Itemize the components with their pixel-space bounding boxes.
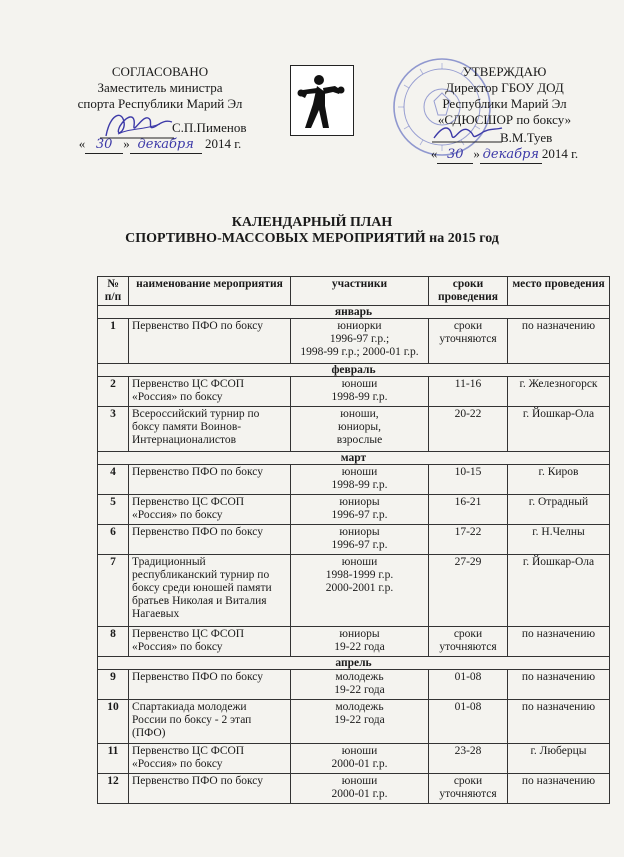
- header-participants: участники: [291, 277, 429, 306]
- row-dates: 10-15: [429, 465, 508, 495]
- left-date-month: декабря: [137, 137, 194, 152]
- month-label: январь: [98, 306, 610, 319]
- row-event-name: Первенство ПФО по боксу: [129, 319, 291, 364]
- header-num: № п/п: [98, 277, 129, 306]
- table-row: [98, 744, 610, 774]
- row-place: по назначению: [508, 627, 610, 657]
- row-event-name: Первенство ПФО по боксу: [129, 774, 291, 804]
- row-num: 10: [98, 700, 129, 744]
- row-dates: 11-16: [429, 377, 508, 407]
- row-place: по назначению: [508, 774, 610, 804]
- row-participants: молодежь 19-22 года: [291, 670, 429, 700]
- table-row: [98, 407, 610, 452]
- row-participants: юноши 1998-99 г.р.: [291, 465, 429, 495]
- row-dates: 20-22: [429, 407, 508, 452]
- table-row: [98, 700, 610, 744]
- row-dates: 23-28: [429, 744, 508, 774]
- right-date-day: 30: [447, 147, 464, 162]
- row-dates: 27-29: [429, 555, 508, 627]
- row-num: 3: [98, 407, 129, 452]
- right-approval-org: «СДЮСШОР по боксу»: [437, 112, 572, 127]
- left-signature-icon: [100, 108, 180, 144]
- table-row: [98, 555, 610, 627]
- row-participants: молодежь 19-22 года: [291, 700, 429, 744]
- row-num: 11: [98, 744, 129, 774]
- month-row-january: [98, 306, 610, 319]
- table-header-row: [98, 277, 610, 306]
- month-row-february: [98, 364, 610, 377]
- table-row: [98, 670, 610, 700]
- row-place: г. Н.Челны: [508, 525, 610, 555]
- table-row: [98, 465, 610, 495]
- left-approval-position: Заместитель министра: [97, 80, 223, 95]
- row-event-name: Традиционный республиканский турнир по боксу среди юношей памяти братьев Николая и Виталия Нагаевых: [129, 555, 291, 627]
- row-num: 1: [98, 319, 129, 364]
- left-date-day: 30: [95, 137, 113, 152]
- right-signer-name: В.М.Туев: [500, 130, 553, 145]
- row-num: 4: [98, 465, 129, 495]
- row-num: 9: [98, 670, 129, 700]
- left-date-mid: »: [123, 136, 130, 151]
- right-approval-region: Республики Марий Эл: [442, 96, 567, 111]
- row-num: 2: [98, 377, 129, 407]
- row-event-name: Первенство ПФО по боксу: [129, 465, 291, 495]
- row-participants: юноши 1998-1999 г.р. 2000-2001 г.р.: [291, 555, 429, 627]
- left-signer-name: С.П.Пименов: [172, 120, 247, 135]
- row-place: по назначению: [508, 319, 610, 364]
- header-place: место проведения: [508, 277, 610, 306]
- left-approval-org: спорта Республики Марий Эл: [77, 96, 243, 111]
- right-date-open: «: [430, 146, 438, 161]
- row-place: г. Йошкар-Ола: [508, 407, 610, 452]
- row-participants: юниоры 19-22 года: [291, 627, 429, 657]
- right-approval-title: УТВЕРЖДАЮ: [462, 64, 547, 79]
- left-date-year: 2014 г.: [201, 136, 242, 151]
- right-approval-block: [392, 64, 617, 164]
- boxer-icon: [291, 66, 353, 135]
- right-date-month: декабря: [482, 147, 539, 162]
- row-participants: юноши 2000-01 г.р.: [291, 774, 429, 804]
- title-line-1: КАЛЕНДАРНЫЙ ПЛАН: [231, 215, 393, 230]
- row-participants: юниоры 1996-97 г.р.: [291, 525, 429, 555]
- table-row: [98, 495, 610, 525]
- row-event-name: Первенство ЦС ФСОП «Россия» по боксу: [129, 744, 291, 774]
- calendar-plan-table: [97, 276, 610, 804]
- row-participants: юниорки 1996-97 г.р.; 1998-99 г.р.; 2000-01 г.р.: [291, 319, 429, 364]
- row-place: по назначению: [508, 700, 610, 744]
- row-dates: сроки уточняются: [429, 627, 508, 657]
- title-line-2: СПОРТИВНО-МАССОВЫХ МЕРОПРИЯТИЙ на 2015 год: [125, 231, 499, 246]
- table-row: [98, 525, 610, 555]
- row-event-name: Первенство ЦС ФСОП «Россия» по боксу: [129, 627, 291, 657]
- row-place: г. Отрадный: [508, 495, 610, 525]
- row-place: г. Железногорск: [508, 377, 610, 407]
- table-row: [98, 627, 610, 657]
- right-date-mid: »: [473, 146, 480, 161]
- header-dates: сроки проведения: [429, 277, 508, 306]
- row-event-name: Первенство ЦС ФСОП «Россия» по боксу: [129, 495, 291, 525]
- right-approval-position: Директор ГБОУ ДОД: [445, 80, 564, 95]
- left-approval-title: СОГЛАСОВАНО: [111, 64, 209, 79]
- row-dates: 17-22: [429, 525, 508, 555]
- row-event-name: Всероссийский турнир по боксу памяти Воинов- Интернационалистов: [129, 407, 291, 452]
- row-participants: юноши, юниоры, взрослые: [291, 407, 429, 452]
- right-signature-icon: [430, 120, 506, 146]
- row-participants: юниоры 1996-97 г.р.: [291, 495, 429, 525]
- row-event-name: Первенство ЦС ФСОП «Россия» по боксу: [129, 377, 291, 407]
- row-num: 5: [98, 495, 129, 525]
- left-date-open: «: [78, 136, 86, 151]
- month-label: апрель: [98, 657, 610, 670]
- row-dates: сроки уточняются: [429, 774, 508, 804]
- table-row: [98, 319, 610, 364]
- row-dates: 01-08: [429, 700, 508, 744]
- row-event-name: Первенство ПФО по боксу: [129, 525, 291, 555]
- row-place: г. Люберцы: [508, 744, 610, 774]
- table-row: [98, 774, 610, 804]
- row-num: 8: [98, 627, 129, 657]
- header-name: наименование мероприятия: [129, 277, 291, 306]
- document-title: [0, 215, 624, 247]
- row-dates: сроки уточняются: [429, 319, 508, 364]
- row-event-name: Первенство ПФО по боксу: [129, 670, 291, 700]
- row-participants: юноши 1998-99 г.р.: [291, 377, 429, 407]
- table-row: [98, 377, 610, 407]
- row-place: г. Киров: [508, 465, 610, 495]
- row-num: 6: [98, 525, 129, 555]
- right-date: [392, 146, 617, 164]
- boxer-logo: [290, 65, 354, 136]
- row-dates: 16-21: [429, 495, 508, 525]
- month-label: март: [98, 452, 610, 465]
- row-place: г. Йошкар-Ола: [508, 555, 610, 627]
- row-place: по назначению: [508, 670, 610, 700]
- row-num: 7: [98, 555, 129, 627]
- right-date-year: 2014 г.: [541, 146, 579, 161]
- row-num: 12: [98, 774, 129, 804]
- month-row-april: [98, 657, 610, 670]
- row-event-name: Спартакиада молодежи России по боксу - 2 этап (ПФО): [129, 700, 291, 744]
- row-dates: 01-08: [429, 670, 508, 700]
- row-participants: юноши 2000-01 г.р.: [291, 744, 429, 774]
- month-row-march: [98, 452, 610, 465]
- month-label: февраль: [98, 364, 610, 377]
